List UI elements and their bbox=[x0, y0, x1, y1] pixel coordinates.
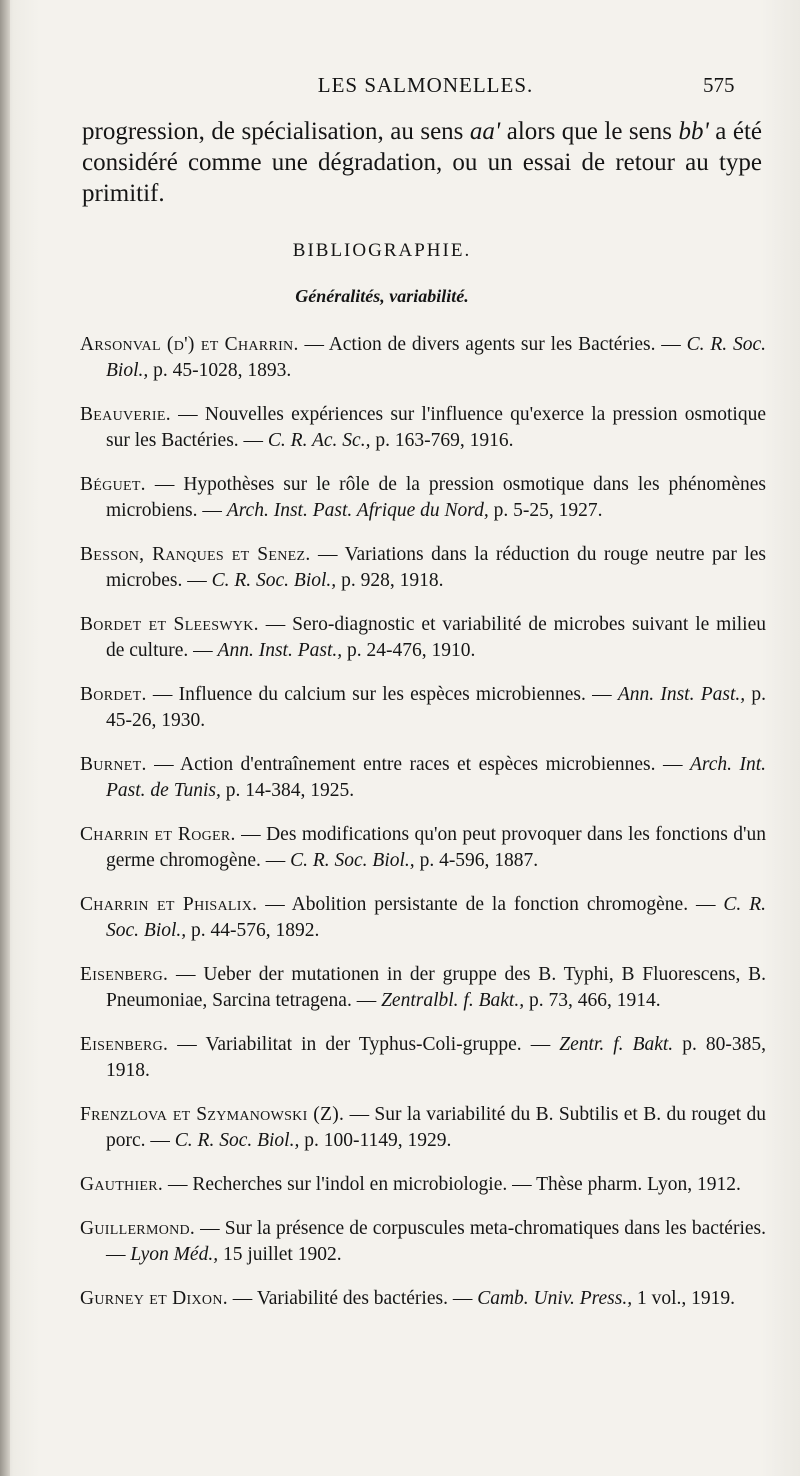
reference-authors: Charrin et Roger. bbox=[80, 824, 236, 845]
reference-entry bbox=[80, 332, 766, 384]
subsection-title: Généralités, variabilité. bbox=[295, 286, 469, 306]
reference-entry bbox=[80, 752, 766, 804]
reference-source: C. R. Ac. Sc., bbox=[267, 430, 371, 451]
reference-details: p. 44-576, 1892. bbox=[186, 920, 320, 941]
reference-authors: Béguet. bbox=[80, 474, 146, 495]
intro-text-2: alors que le sens bbox=[500, 118, 679, 145]
reference-authors: Eisenberg. bbox=[80, 964, 169, 985]
reference-entry bbox=[80, 822, 766, 874]
reference-authors: Bordet. bbox=[80, 684, 147, 705]
reference-details: p. 73, 466, 1914. bbox=[524, 990, 661, 1011]
reference-source: Lyon Méd., bbox=[130, 1244, 219, 1265]
reference-title: — Sur la présence de corpuscules meta-chromatiques dans les bactéries. — bbox=[106, 1218, 766, 1265]
intro-paragraph bbox=[82, 116, 762, 209]
reference-authors: Charrin et Phisalix. bbox=[80, 894, 258, 915]
reference-entry bbox=[80, 612, 766, 664]
reference-authors: Gauthier. bbox=[80, 1174, 164, 1195]
reference-details: p. 4-596, 1887. bbox=[414, 850, 539, 871]
section-title: BIBLIOGRAPHIE. bbox=[292, 240, 472, 261]
reference-title: — Abolition persistante de la fonction chromogène. — bbox=[257, 894, 724, 915]
page-binding-edge bbox=[0, 0, 10, 1476]
reference-title: — Des modifications qu'on peut provoquer dans les fonctions d'un germe chromogène. — bbox=[106, 824, 767, 871]
reference-details: Thèse pharm. Lyon, 1912. bbox=[536, 1174, 741, 1195]
reference-details: 15 juillet 1902. bbox=[218, 1244, 342, 1265]
reference-entry bbox=[80, 402, 766, 454]
reference-title: — Influence du calcium sur les espèces microbiennes. — bbox=[146, 684, 618, 705]
reference-entry bbox=[80, 472, 766, 524]
page-number: 575 bbox=[703, 73, 735, 97]
reference-authors: Frenzlova et Szymanowski (Z). bbox=[80, 1104, 345, 1125]
reference-authors: Bordet et Sleeswyk. bbox=[80, 614, 259, 635]
reference-source: C. R. Soc. Biol., bbox=[174, 1130, 300, 1151]
reference-authors: Arsonval (d') et Charrin. bbox=[80, 334, 299, 355]
reference-source: C. R. Soc. Biol., bbox=[106, 894, 767, 941]
intro-text-1: progression, de spécialisation, au sens bbox=[82, 118, 470, 145]
reference-source: Zentralbl. f. Bakt., bbox=[381, 990, 525, 1011]
reference-entry bbox=[80, 962, 766, 1014]
reference-entry bbox=[80, 1032, 766, 1084]
reference-source: Arch. Inst. Past. Afrique du Nord, bbox=[226, 500, 489, 521]
intro-text-3: a été considéré comme une dégradation, ou un essai de retour au type primitif. bbox=[82, 118, 763, 207]
reference-title: — Ueber der mutationen in der gruppe des B. Typhi, B Fluorescens, B. Pneumoniae, Sarcina tetragena. — bbox=[106, 964, 766, 1011]
reference-source: Camb. Univ. Press., bbox=[477, 1288, 633, 1309]
reference-authors: Beauverie. bbox=[80, 404, 171, 425]
reference-title: — Action de divers agents sur les Bactéries. — bbox=[298, 334, 687, 355]
reference-source: Arch. Int. Past. de Tunis, bbox=[106, 754, 767, 801]
reference-entry bbox=[80, 892, 766, 944]
reference-source: C. R. Soc. Biol., bbox=[290, 850, 415, 871]
reference-authors: Besson, Ranques et Senez. bbox=[80, 544, 311, 565]
reference-source: C. R. Soc. Biol., bbox=[106, 334, 766, 381]
reference-title: — Recherches sur l'indol en microbiologie. — bbox=[163, 1174, 537, 1195]
reference-entry bbox=[80, 542, 766, 594]
reference-details: 1 vol., 1919. bbox=[632, 1288, 736, 1309]
reference-entry bbox=[80, 1216, 766, 1268]
reference-source: Ann. Inst. Past., bbox=[217, 640, 343, 661]
reference-title: — Sur la variabilité du B. Subtilis et B. du rouget du porc. — bbox=[106, 1104, 766, 1151]
reference-authors: Burnet. bbox=[80, 754, 147, 775]
reference-authors: Eisenberg. bbox=[80, 1034, 169, 1055]
reference-details: p. 928, 1918. bbox=[336, 570, 444, 591]
reference-list bbox=[80, 332, 766, 1330]
reference-authors: Gurney et Dixon. bbox=[80, 1288, 228, 1309]
reference-title: — Variabilitat in der Typhus-Coli-gruppe. — bbox=[168, 1034, 560, 1055]
reference-title: — Action d'entraînement entre races et espèces microbiennes. — bbox=[146, 754, 690, 775]
reference-details: p. 24-476, 1910. bbox=[342, 640, 476, 661]
intro-bb: bb' bbox=[678, 118, 709, 145]
reference-authors: Guillermond. bbox=[80, 1218, 196, 1239]
reference-source: Zentr. f. Bakt. bbox=[559, 1034, 674, 1055]
reference-entry bbox=[80, 1102, 766, 1154]
reference-details: p. 163-769, 1916. bbox=[370, 430, 514, 451]
reference-source: C. R. Soc. Biol., bbox=[211, 570, 337, 591]
reference-title: — Variations dans la réduction du rouge neutre par les microbes. — bbox=[106, 544, 766, 591]
intro-aa: aa' bbox=[469, 118, 501, 145]
reference-entry bbox=[80, 682, 766, 734]
reference-details: p. 80-385, 1918. bbox=[106, 1034, 766, 1081]
reference-title: — Sero-diagnostic et variabilité de microbes suivant le milieu de culture. — bbox=[106, 614, 766, 661]
running-head: LES SALMONELLES. bbox=[317, 73, 534, 97]
reference-title: — Nouvelles expériences sur l'influence qu'exerce la pression osmotique sur les Bactéries. — bbox=[106, 404, 766, 451]
reference-details: p. 100-1149, 1929. bbox=[299, 1130, 452, 1151]
reference-details: p. 45-26, 1930. bbox=[106, 684, 767, 731]
reference-details: p. 14-384, 1925. bbox=[220, 780, 355, 801]
reference-entry bbox=[80, 1172, 766, 1198]
reference-title: — Hypothèses sur le rôle de la pression osmotique dans les phénomènes microbiens. — bbox=[106, 474, 766, 521]
reference-title: — Variabilité des bactéries. — bbox=[227, 1288, 478, 1309]
reference-entry bbox=[80, 1286, 766, 1312]
reference-source: Ann. Inst. Past., bbox=[617, 684, 746, 705]
reference-details: p. 5-25, 1927. bbox=[488, 500, 603, 521]
reference-details: p. 45-1028, 1893. bbox=[148, 360, 292, 381]
